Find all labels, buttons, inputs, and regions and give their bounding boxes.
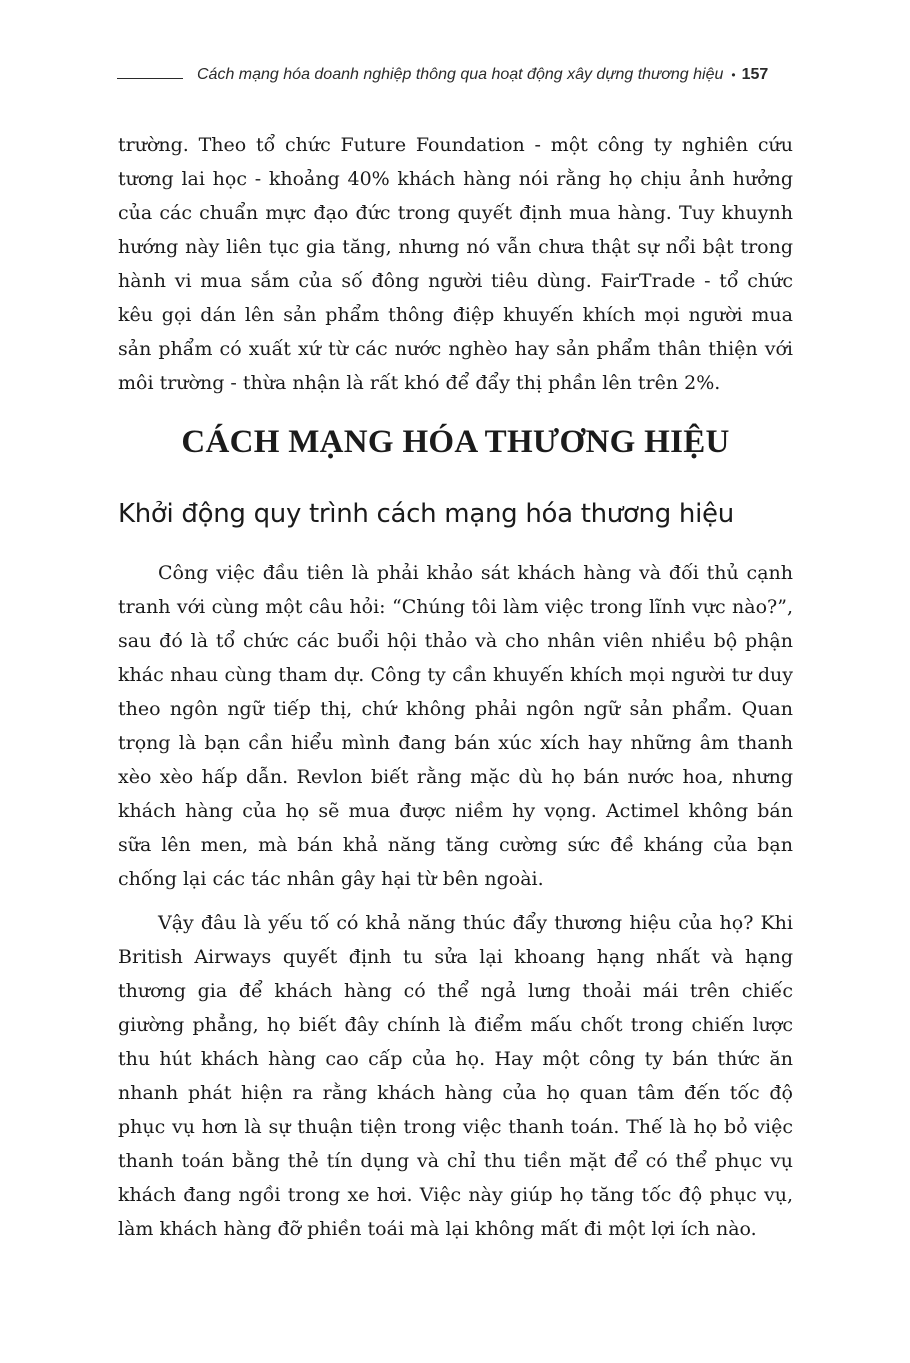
page-number: 157 [741, 66, 769, 83]
paragraph-market-survey: Công việc đầu tiên là phải khảo sát khách hàng và đối thủ cạnh tranh với cùng một câu hỏi: “Chúng tôi làm việc trong lĩnh vực nào?”, sau đó là tổ chức các buổi hội thảo và cho nhân viên nhiều bộ phận khác nhau cùng tham dự. Công ty cần khuyến khích mọi người tư duy theo ngôn ngữ tiếp thị, chứ không phải ngôn ngữ sản phẩm. Quan trọng là bạn cần hiểu mình đang bán xúc xích hay những âm thanh xèo xèo hấp dẫn. Revlon biết rằng mặc dù họ bán nước hoa, nhưng khách hàng của họ sẽ mua được niềm hy vọng. Actimel không bán sữa lên men, mà bán khả năng tăng cường sức đề kháng của bạn chống lại các tác nhân gây hại từ bên ngoài. [118, 562, 793, 890]
running-title: Cách mạng hóa doanh nghiệp thông qua hoạt động xây dựng thương hiệu [197, 66, 724, 83]
paragraph-continued: trường. Theo tổ chức Future Foundation - một công ty nghiên cứu tương lai học - khoảng 40% khách hàng nói rằng họ chịu ảnh hưởng của các chuẩn mực đạo đức trong quyết định mua hàng. Tuy khuynh hướng này liên tục gia tăng, nhưng nó vẫn chưa thật sự nổi bật trong hành vi mua sắm của số đông người tiêu dùng. FairTrade - tổ chức kêu gọi dán lên sản phẩm thông điệp khuyến khích mọi người mua sản phẩm có xuất xứ từ các nước nghèo hay sản phẩm thân thiện với môi trường - thừa nhận là rất khó để đẩy thị phần lên trên 2%. [118, 134, 793, 394]
section-title: CÁCH MẠNG HÓA THƯƠNG HIỆU [181, 424, 730, 460]
running-header [117, 62, 793, 88]
subsection-title: Khởi động quy trình cách mạng hóa thương hiệu [118, 499, 734, 529]
paragraph-brand-drivers: Vậy đâu là yếu tố có khả năng thúc đẩy thương hiệu của họ? Khi British Airways quyết định tu sửa lại khoang hạng nhất và hạng thương gia để khách hàng có thể ngả lưng thoải mái trên chiếc giường phẳng, họ biết đây chính là điểm mấu chốt trong chiến lược thu hút khách hàng cao cấp của họ. Hay một công ty bán thức ăn nhanh phát hiện ra rằng khách hàng của họ quan tâm đến tốc độ phục vụ hơn là sự thuận tiện trong việc thanh toán. Thế là họ bỏ việc thanh toán bằng thẻ tín dụng và chỉ thu tiền mặt để có thể phục vụ khách đang ngồi trong xe hơi. Việc này giúp họ tăng tốc độ phục vụ, làm khách hàng đỡ phiền toái mà lại không mất đi một lợi ích nào. [118, 912, 793, 1240]
header-rule [117, 78, 183, 79]
header-bullet: • [731, 68, 736, 82]
